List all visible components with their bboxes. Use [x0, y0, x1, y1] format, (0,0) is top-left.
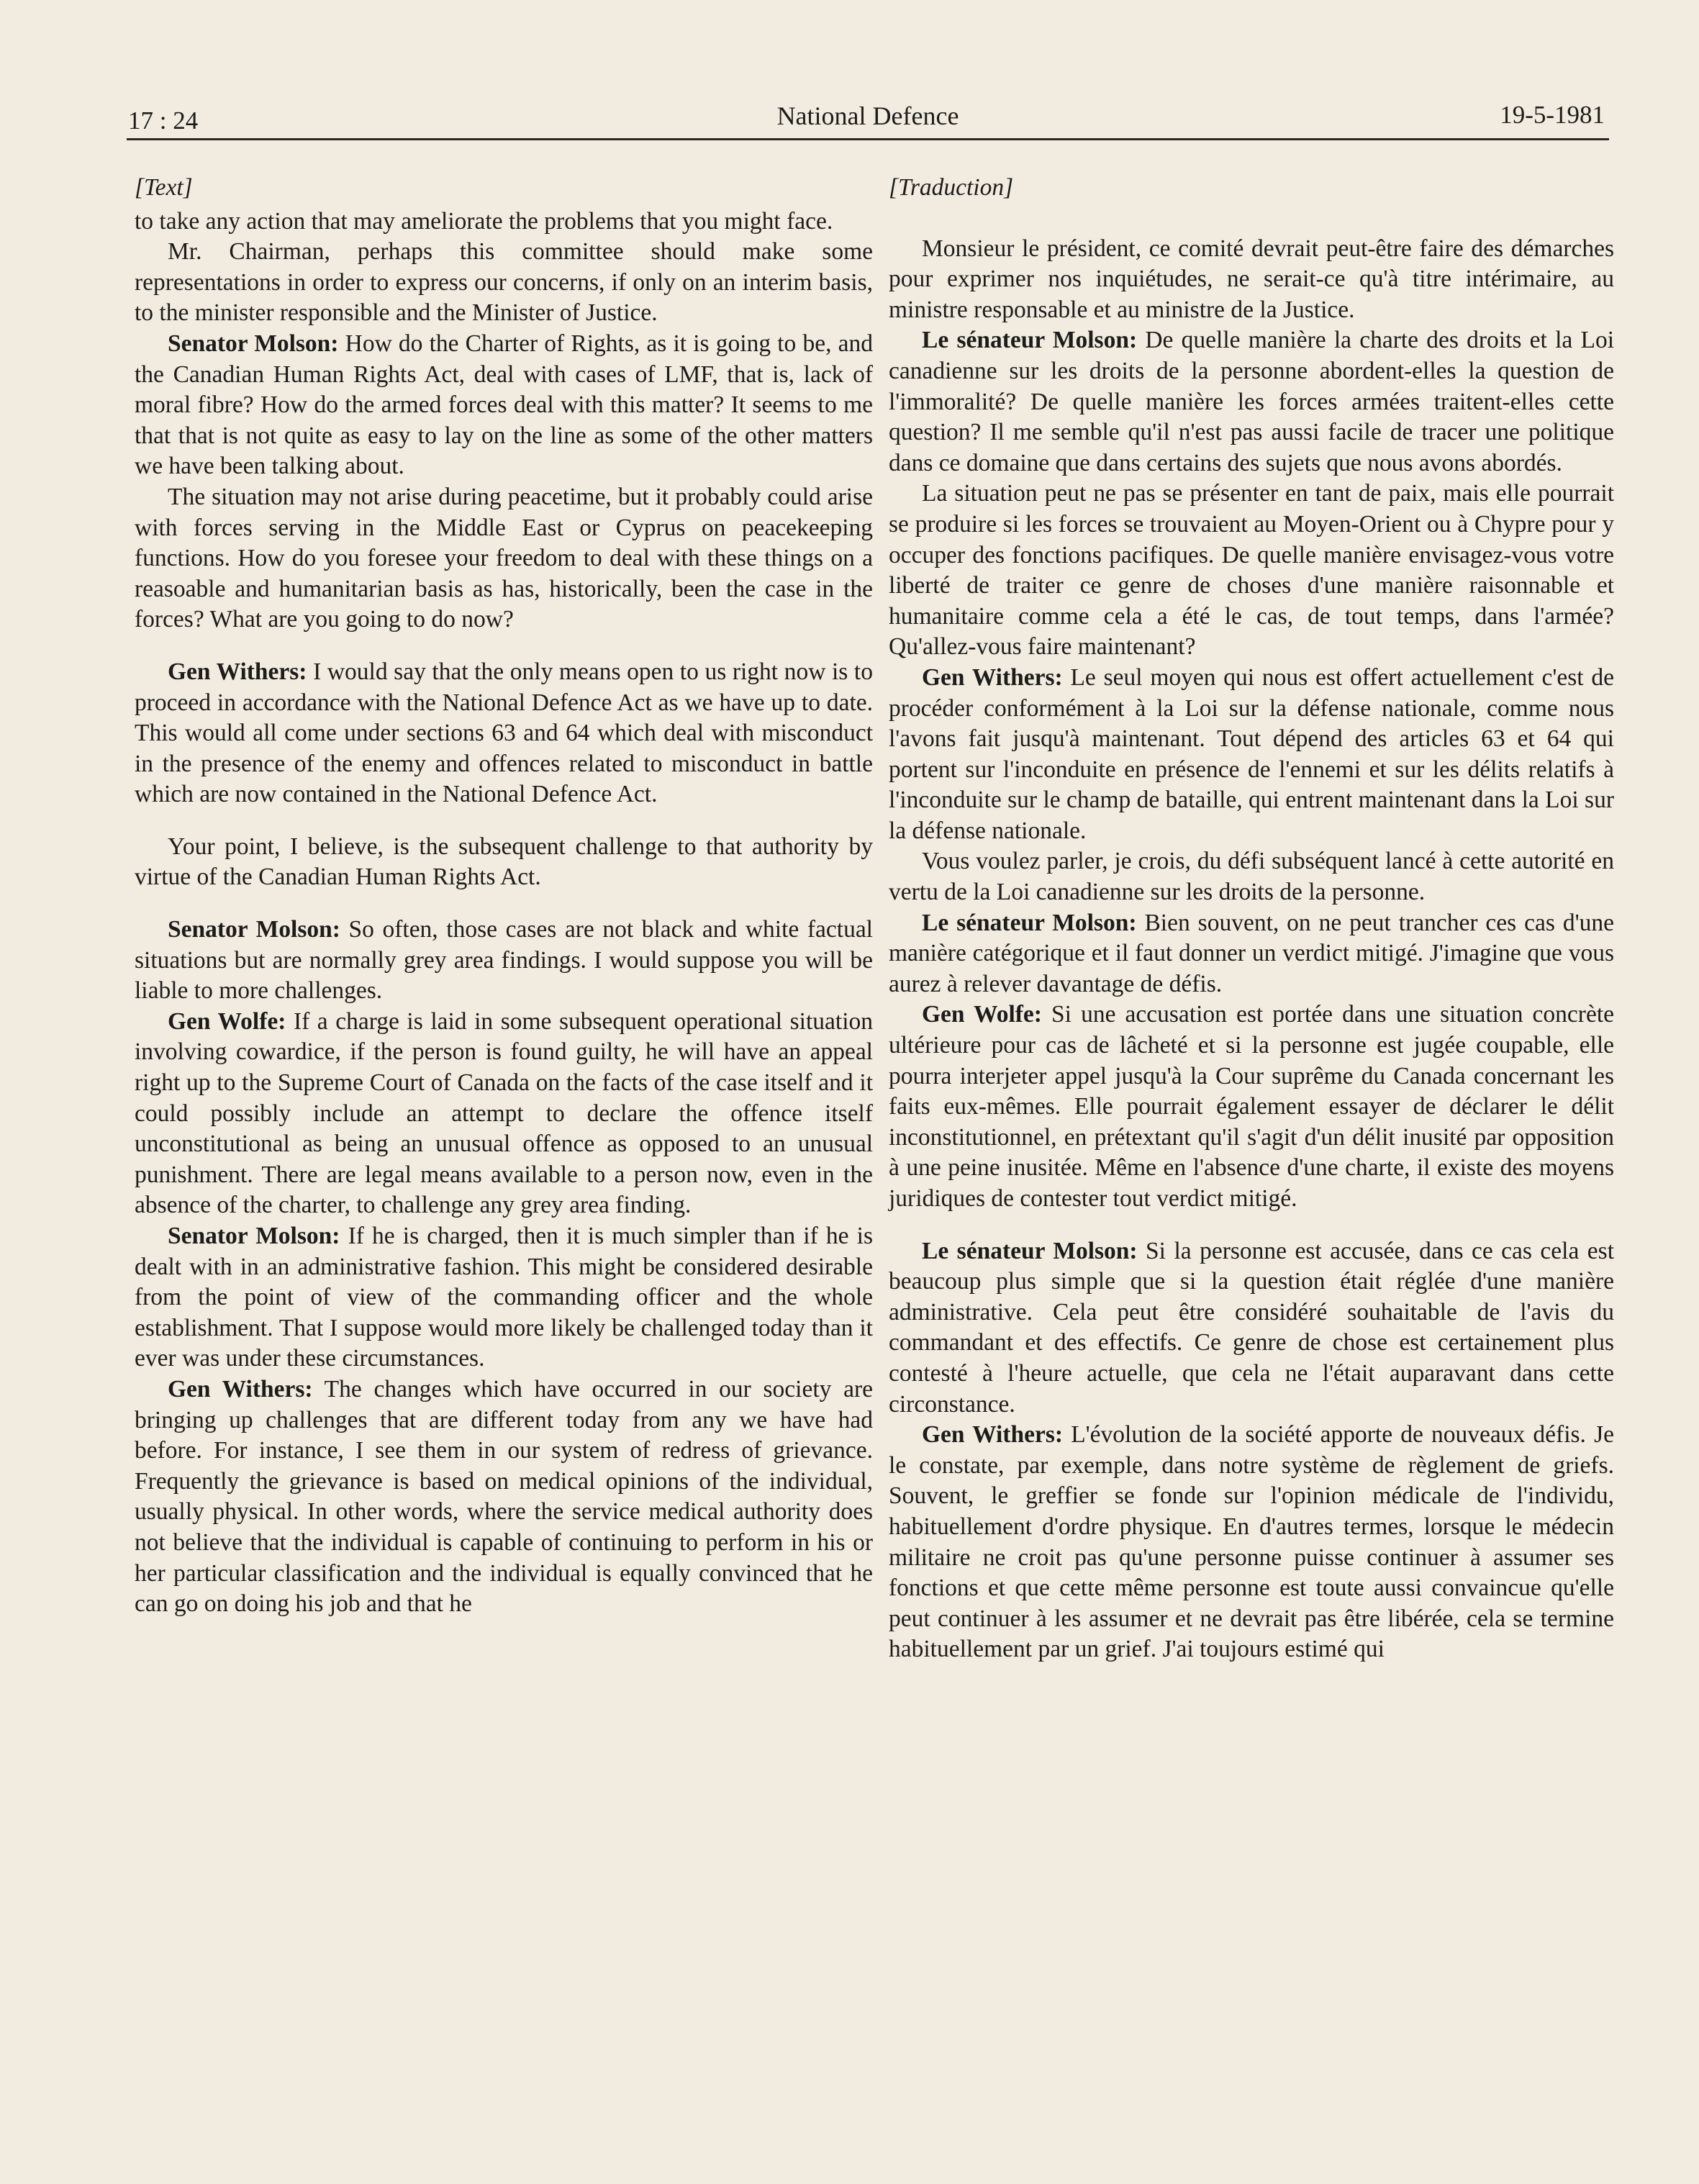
speech-text: So often, those cases are not black and white factual situations but are normally grey area findings. I would suppose you will be liable to more challenges. [135, 916, 873, 1005]
speaker-name: Gen Withers: [168, 658, 307, 685]
speaker-name: Senator Molson: [168, 916, 340, 943]
page-number: 17 : 24 [128, 107, 199, 135]
speaker-name: Le sénateur Molson: [922, 327, 1138, 354]
paragraph [889, 1236, 1614, 1420]
speech-text: Bien souvent, on ne peut trancher ces cas d'une manière catégorique et il faut donner un verdict mitigé. J'imagine que vous aurez à relever davantage de défis. [889, 909, 1614, 997]
speech-text: Si la personne est accusée, dans ce cas cela est beaucoup plus simple que si la question était réglée d'une manière administrative. Cela peut être considéré souhaitable de l'avis du commandant et des effectifs. Ce genre de chose est certainement plus contesté à l'heure actuelle, que cela ne l'était auparavant dans cette circonstance. [889, 1237, 1615, 1418]
paragraph [135, 915, 873, 1007]
speech-text: I would say that the only means open to us right now is to proceed in accordance with the National Defence Act as we have up to date. This would all come under sections 63 and 64 which deal with misconduct in the presence of the enemy and offences related to misconduct in battle which are now contained in the National Defence Act. [135, 658, 873, 808]
paragraph: Your point, I believe, is the subsequent challenge to that authority by virtue of the Canadian Human Rights Act. [135, 833, 873, 891]
speaker-name: Le sénateur Molson: [922, 909, 1137, 936]
speech-text: The changes which have occurred in our society are bringing up challenges that are different today from any we have had before. For instance, I see them in our system of redress of grievance. Frequently the grievance is based on medical opinions of the individual, usually physical. In other words, where the service medical authority does not believe that the individual is capable of continuing to perform in his or her particular classification and the individual is equally convinced that he can go on doing his job and that he [135, 1375, 873, 1618]
page-date: 19-5-1981 [1500, 101, 1605, 129]
paragraph [135, 1007, 873, 1221]
speech-text: If a charge is laid in some subsequent operational situation involving cowardice, if the person is found guilty, he will have an appeal right up to the Supreme Court of Canada on the facts of the case itself and it could possibly include an attempt to declare the offence itself unconstitutional as being an unusual offence as opposed to an unusual punishment. There are legal means available to a person now, even in the absence of the charter, to challenge any grey area finding. [135, 1007, 873, 1219]
paragraph: La situation peut ne pas se présenter en tant de paix, mais elle pourrait se produire si les forces se trouvaient au Moyen-Orient ou à Chypre pour y occuper des fonctions pacifiques. De quelle manière envisagez-vous votre liberté de traiter ce genre de choses d'une manière raisonnable et humanitaire comme cela a été le cas, de tout temps, dans l'armée? Qu'allez-vous faire maintenant? [889, 480, 1614, 661]
speech-text: How do the Charter of Rights, as it is going to be, and the Canadian Human Rights Act, deal with cases of LMF, that is, lack of moral fibre? How do the armed forces deal with this matter? It seems to me that that is not quite as easy to lay on the line as some of the other matters we have been talking about. [135, 330, 873, 480]
paragraph: Mr. Chairman, perhaps this committee should make some representations in order to express our concerns, if only on an interim basis, to the minister responsible and the Minister of Justice. [135, 238, 873, 327]
paragraph [135, 1374, 873, 1620]
speaker-name: Le sénateur Molson: [922, 1237, 1138, 1264]
paragraph: to take any action that may ameliorate the problems that you might face. [135, 207, 833, 235]
paragraph [889, 908, 1614, 1000]
speech-text: De quelle manière la charte des droits et la Loi canadienne sur les droits de la personne abordent-elles la question de l'immoralité? De quelle manière les forces armées traitent-elles cette question? Il me semble qu'il n'est pas aussi facile de tracer une politique dans ce domaine que dans certains des sujets que nous avons abordés. [889, 327, 1615, 476]
speech-text: L'évolution de la société apporte de nouveaux défis. Je le constate, par exemple, dans notre système de règlement de griefs. Souvent, le greffier se fonde sur l'opinion médicale de l'individu, habituellement d'ordre physique. En d'autres termes, lorsque le médecin militaire ne croit pas qu'une personne puisse continuer à assumer ses fonctions et que cette même personne est toute aussi convaincue qu'elle peut continuer à les assumer et ne devrait pas être libérée, cela se termine habituellement par un grief. J'ai toujours estimé qui [889, 1421, 1614, 1663]
paragraph [135, 329, 873, 482]
paragraph [889, 325, 1614, 479]
speech-text: Le seul moyen qui nous est offert actuellement c'est de procéder conformément à la Loi sur la défense nationale, comme nous l'avons fait jusqu'à maintenant. Tout dépend des articles 63 et 64 qui portent sur l'inconduite en présence de l'ennemi et sur les délits relatifs à l'inconduite sur le champ de bataille, qui entrent maintenant dans la Loi sur la défense nationale. [889, 663, 1615, 844]
speaker-name: Gen Withers: [922, 1421, 1064, 1449]
speaker-name: Senator Molson: [168, 1223, 340, 1249]
speaker-name: Senator Molson: [168, 330, 339, 357]
paragraph: The situation may not arise during peacetime, but it probably could arise with forces serving in the Middle East or Cyprus on peacekeeping functions. How do you foresee your freedom to deal with these things on a reasoable and humanitarian basis as has, historically, been the case in the forces? What are you going to do now? [135, 483, 873, 633]
paragraph: Monsieur le président, ce comité devrait peut-être faire des démarches pour exprimer nos inquiétudes, ne serait-ce qu'à titre intérimaire, au ministre responsable et au ministre de la Justice. [889, 235, 1614, 323]
paragraph [135, 657, 873, 810]
french-column [889, 173, 1614, 1665]
speaker-name: Gen Withers: [168, 1375, 313, 1403]
paragraph [135, 1221, 873, 1374]
speaker-name: Gen Wolfe: [168, 1007, 286, 1035]
speaker-name: Gen Wolfe: [922, 1001, 1042, 1028]
speech-text: If he is charged, then it is much simpler than if he is dealt with in an administrative fashion. This might be considered desirable from the point of view of the commanding officer and the whole establishment. That I suppose would more likely be challenged today than it ever was under these circumstances. [135, 1223, 873, 1372]
page-header [127, 101, 1609, 140]
paragraph [889, 663, 1614, 847]
paragraph [889, 1000, 1614, 1214]
column-label: [Text] [135, 174, 193, 201]
paragraph [889, 1420, 1614, 1665]
speech-text: Si une accusation est portée dans une situation concrète ultérieure pour cas de lâcheté et si la personne est jugée coupable, elle pourra interjeter appel jusqu'à la Cour suprême du Canada concernant les faits eux-mêmes. Elle pourrait également essayer de déclarer le délit inconstitutionnel, en prétextant qu'il s'agit d'un délit inusité par opposition à une peine inusitée. Même en l'absence d'une charte, il existe des moyens juridiques de contester tout verdict mitigé. [889, 1001, 1614, 1212]
column-label: [Traduction] [889, 174, 1014, 201]
speaker-name: Gen Withers: [922, 663, 1063, 691]
paragraph: Vous voulez parler, je crois, du défi subséquent lancé à cette autorité en vertu de la Loi canadienne sur les droits de la personne. [889, 848, 1614, 906]
page-title: National Defence [776, 101, 959, 130]
english-column [135, 173, 873, 1620]
